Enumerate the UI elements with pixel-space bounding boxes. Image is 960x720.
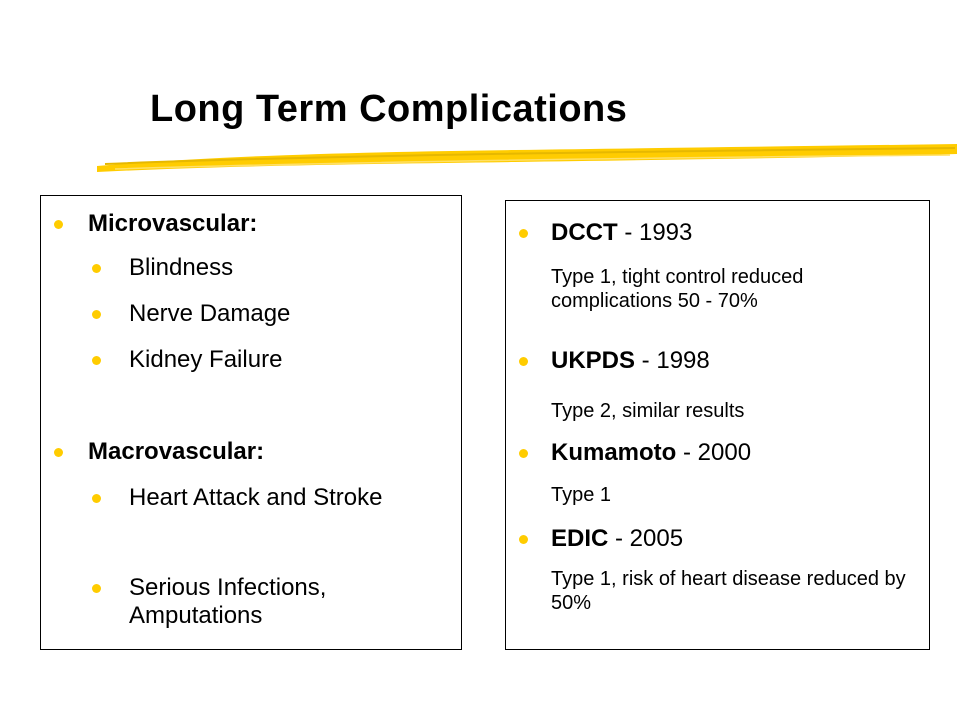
study-year: 2005	[629, 525, 684, 552]
bullet-icon	[519, 229, 528, 238]
study-year: 1998	[656, 347, 710, 374]
bullet-icon	[519, 357, 528, 366]
bullet-icon	[519, 535, 528, 544]
bullet-icon	[54, 220, 63, 229]
complications-panel: Microvascular: Blindness Nerve Damage Kidney Failure Macrovascular: Heart Attack and Stroke Serious Infections, Amputations	[40, 195, 462, 650]
study-name: DCCT	[551, 219, 618, 246]
bullet-icon	[519, 449, 528, 458]
study-name: Kumamoto	[551, 439, 677, 466]
bullet-icon	[92, 310, 101, 319]
study-note: Type 1, risk of heart disease reduced by 50%	[551, 568, 906, 614]
study-note: Type 2, similar results	[551, 400, 745, 422]
study-note: Type 1	[551, 484, 612, 506]
bullet-icon	[92, 356, 101, 365]
study-name: UKPDS	[551, 347, 636, 374]
slide-title: Long Term Complications	[150, 88, 628, 130]
study-year: 2000	[697, 439, 752, 466]
study-name: EDIC	[551, 525, 609, 552]
bullet-icon	[92, 264, 101, 273]
study-year: 1993	[638, 219, 693, 246]
study-note: Type 1, tight control reduced complications 50 - 70%	[551, 266, 804, 312]
bullet-icon	[92, 584, 101, 593]
bullet-icon	[54, 448, 63, 457]
studies-panel: DCCT - 1993 Type 1, tight control reduced complications 50 - 70% UKPDS - 1998 Type 2, similar results Kumamoto - 2000 Type 1 EDIC - 2005 Type 1, risk of heart disease reduced by 50%	[505, 200, 930, 650]
title-underline-brushstroke	[95, 136, 960, 176]
bullet-icon	[92, 494, 101, 503]
